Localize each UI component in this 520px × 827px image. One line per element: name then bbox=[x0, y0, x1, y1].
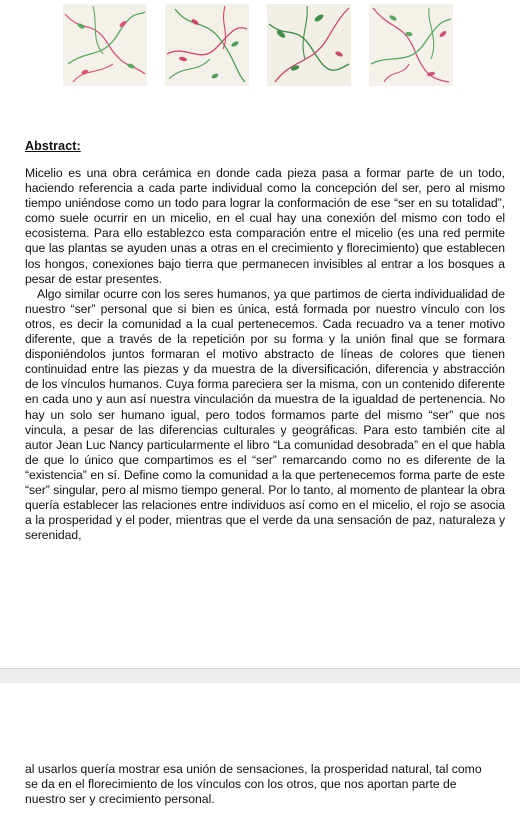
abstract-body bbox=[25, 166, 505, 543]
ceramic-tile-1 bbox=[63, 4, 147, 86]
abstract-heading: Abstract: bbox=[25, 139, 81, 153]
ceramic-tile-3 bbox=[267, 4, 351, 86]
ceramic-tiles-photo bbox=[45, 0, 500, 97]
paragraph-2: Algo similar ocurre con los seres humanos, ya que partimos de cierta individualidad de nuestro “ser” personal que si bien es única, está formada por nuestro vínculo con los otros, es decir la comunidad a la cual pertenecemos. Cada recuadro va a tener motivo diferente, que a través de la repetición por su forma y la unión final que se formara disponiéndolos juntos formaran el motivo abstracto de líneas de colores que tienen continuidad entre las piezas y da muestra de la diversificación, diferencia y abstracción de los vínculos humanos. Cuya forma pareciera ser la misma, con un contenido diferente en cada uno y aun así nuestra vinculación da muestra de la igualdad de pertenencia. No hay un solo ser humano igual, pero todos formamos parte del mismo “ser” que nos vincula, a pesar de las diferencias culturales y geográficas. Para esto también cite al autor Jean Luc Nancy particularmente el libro “La comunidad desobrada” en el que habla de que lo único que compartimos es el “ser” remarcando como no es diferente de la “existencia” en sí. Define como la comunidad a la que pertenecemos forma parte de este “ser” singular, pero al mismo tiempo general. Por lo tanto, al momento de plantear la obra quería establecer las relaciones entre individuos así como en el micelio, el rojo se asocia a la prosperidad y el poder, mientras que el verde da una sensación de paz, naturaleza y serenidad, bbox=[25, 286, 505, 543]
page-separator bbox=[0, 668, 520, 684]
paragraph-1: Micelio es una obra cerámica en donde cada pieza pasa a formar parte de un todo, haciendo referencia a cada parte individual como la concepción del ser, pero al mismo tiempo uniéndose como un todo para lograr la conformación de ese “ser en su totalidad”, como suele ocurrir en un micelio, en el cual hay una conexión del mismo con todo el ecosistema. Para ello establezco esta comparación entre el micelio (es una red permite que las plantas se ayuden unas a otras en el crecimiento y florecimiento) que establecen los hongos, conexiones bajo tierra que permanecen invisibles al entrar a los bosques a pesar de estar presentes. bbox=[25, 166, 505, 286]
document-page-2 bbox=[0, 683, 520, 827]
paragraph-3: al usarlos quería mostrar esa unión de sensaciones, la prosperidad natural, tal como se da en el florecimiento de los vínculos con los otros, que nos aportan parte de nuestro ser y crecimiento personal. bbox=[25, 762, 482, 807]
ceramic-tile-2 bbox=[165, 4, 249, 86]
ceramic-tile-4 bbox=[369, 4, 453, 86]
